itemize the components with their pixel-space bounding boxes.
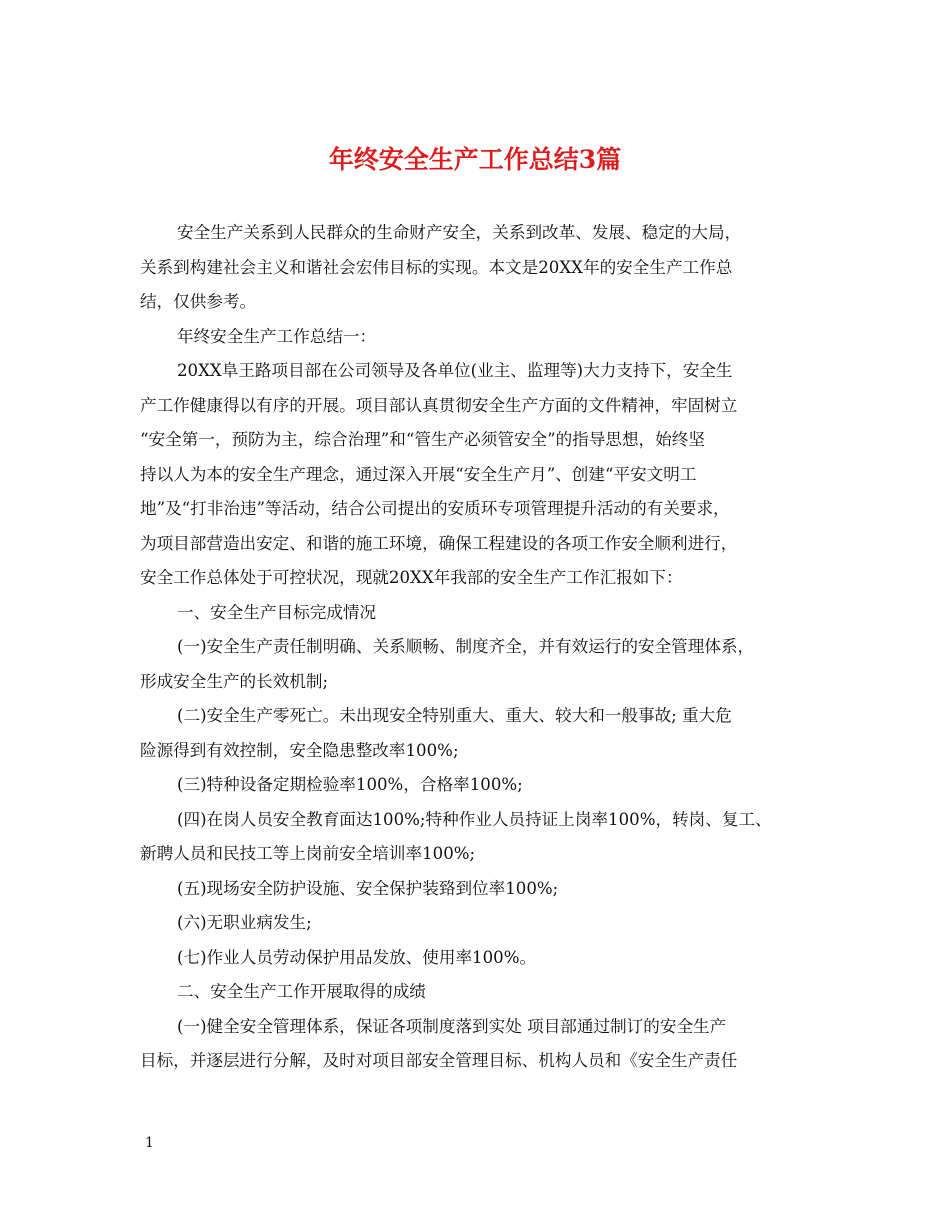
text-line: (二)安全生产零死亡。未出现安全特别重大、重大、较大和一般事故; 重大危 bbox=[177, 706, 732, 725]
text-line: 形成安全生产的长效机制; bbox=[140, 671, 329, 691]
text-line: (三)特种设备定期检验率100%，合格率100%; bbox=[177, 775, 523, 794]
document-body bbox=[140, 216, 824, 1079]
text-line: 持以人为本的安全生产理念，通过深入开展“安全生产月”、创建“平安文明工 bbox=[140, 464, 697, 484]
text-line: 产工作健康得以有序的开展。项目部认真贯彻安全生产方面的文件精神，牢固树立 bbox=[140, 395, 738, 415]
text-line: (一)健全安全管理体系，保证各项制度落到实处 项目部通过制订的安全生产 bbox=[177, 1016, 727, 1036]
text-line: 地”及“打非治违”等活动，结合公司提出的安质环专项管理提升活动的有关要求， bbox=[140, 499, 730, 518]
text-line: 安全生产关系到人民群众的生命财产安全，关系到改革、发展、稳定的大局， bbox=[177, 223, 742, 242]
text-line: (七)作业人员劳动保护用品发放、使用率100%。 bbox=[177, 947, 537, 967]
text-line: 结，仅供参考。 bbox=[140, 292, 257, 311]
text-line: 年终安全生产工作总结一： bbox=[177, 326, 377, 346]
text-line: 一、安全生产目标完成情况 bbox=[177, 602, 377, 622]
text-line: (五)现场安全防护设施、安全保护装臵到位率100%; bbox=[177, 878, 559, 898]
text-line: 二、安全生产工作开展取得的成绩 bbox=[177, 982, 426, 1001]
text-line: (六)无职业病发生; bbox=[177, 913, 312, 932]
text-line: 为项目部营造出安定、和谐的施工环境，确保工程建设的各项工作安全顺利进行， bbox=[140, 533, 738, 553]
text-line: 新聘人员和民技工等上岗前安全培训率100%; bbox=[140, 844, 476, 863]
text-line: 目标，并逐层进行分解，及时对项目部安全管理目标、机构人员和《安全生产责任 bbox=[140, 1051, 738, 1070]
document-title: 年终安全生产工作总结3篇 bbox=[328, 145, 622, 174]
text-line: 险源得到有效控制，安全隐患整改率100%; bbox=[140, 740, 459, 760]
text-line: “安全第一，预防为主，综合治理”和“管生产必须管安全”的指导思想，始终坚 bbox=[140, 430, 705, 449]
text-line: (一)安全生产责任制明确、关系顺畅、制度齐全，并有效运行的安全管理体系， bbox=[177, 637, 755, 656]
text-line: 安全工作总体处于可控状况，现就20XX年我部的安全生产工作汇报如下： bbox=[140, 568, 683, 587]
text-line: 20XX阜王路项目部在公司领导及各单位(业主、监理等)大力支持下，安全生 bbox=[177, 361, 733, 380]
text-line: 关系到构建社会主义和谐社会宏伟目标的实现。本文是20XX年的安全生产工作总 bbox=[140, 257, 733, 277]
page-number: 1 bbox=[145, 1135, 154, 1151]
text-line: (四)在岗人员安全教育面达100%;特种作业人员持证上岗率100%，转岗、复工、 bbox=[177, 809, 772, 829]
